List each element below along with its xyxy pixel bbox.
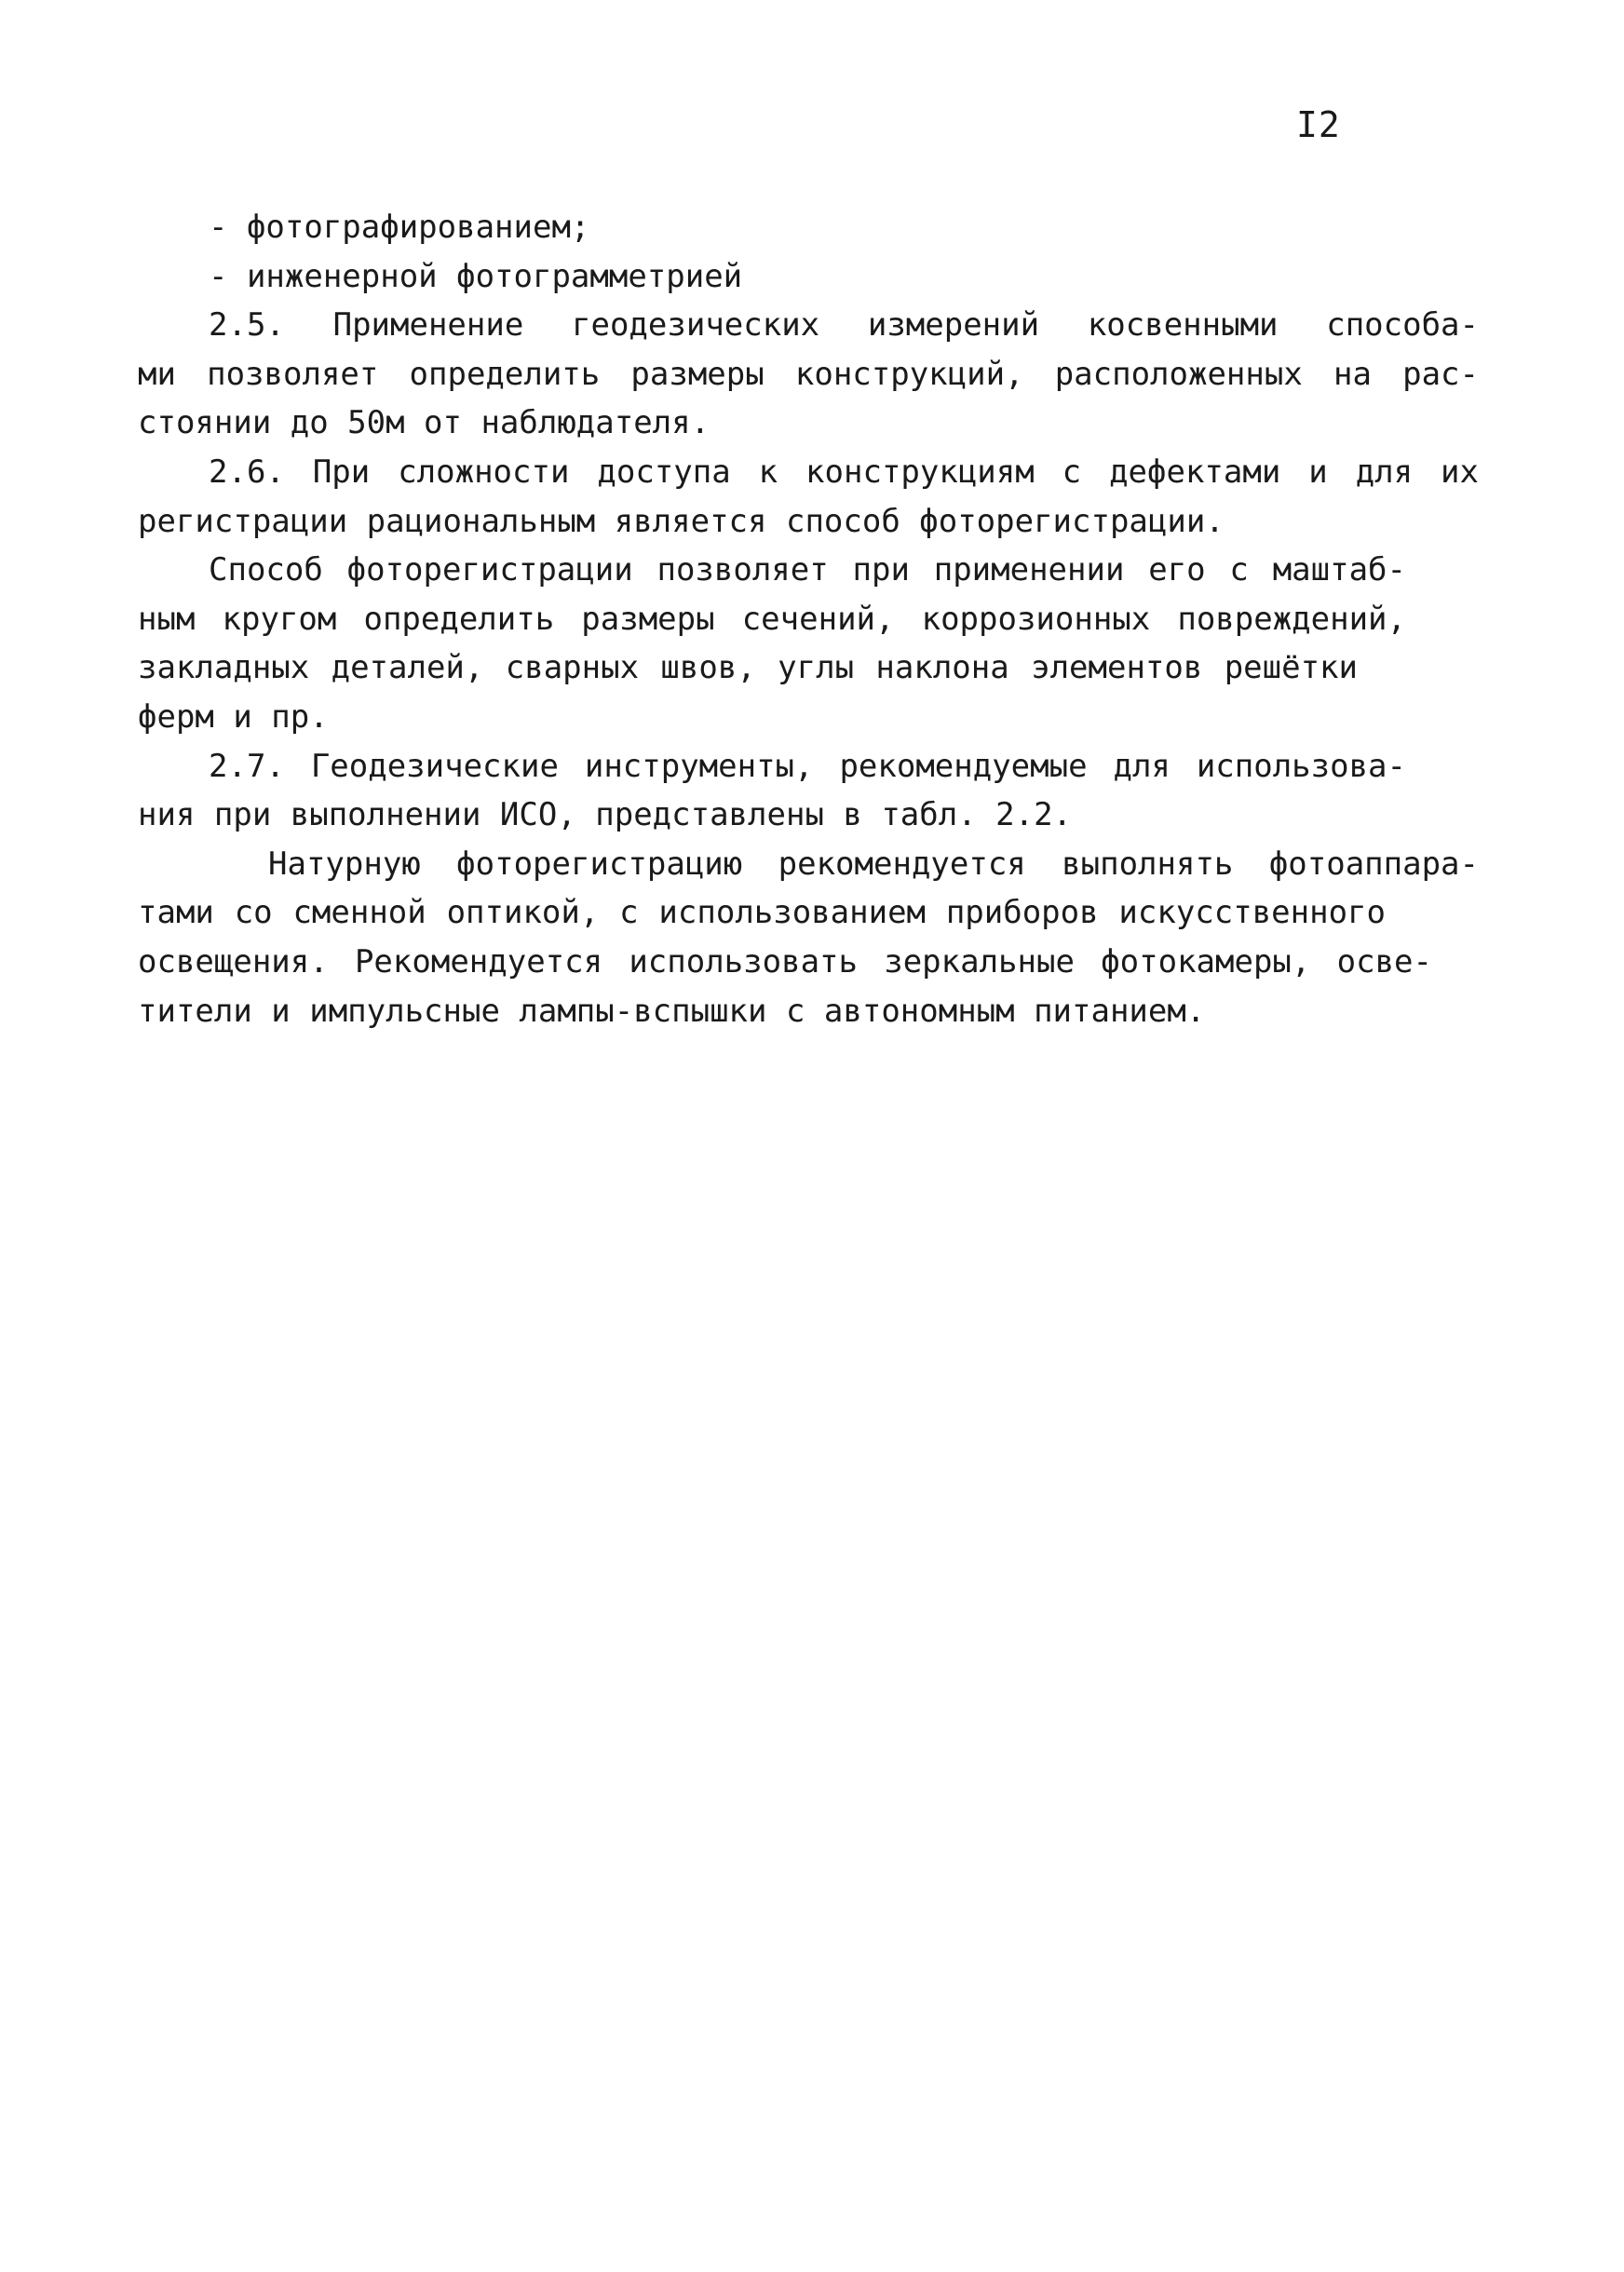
paragraph-photoregistration-line-2: ным кругом определить размеры сечений, коррозионных повреждений, — [138, 600, 1406, 638]
paragraph-photoregistration-line-3: закладных деталей, сварных швов, углы наклона элементов решётки — [138, 649, 1358, 687]
paragraph-photoregistration-line-1: Способ фоторегистрации позволяет при применении его с маштаб- — [209, 551, 1406, 589]
list-item-photogrammetry: - инженерной фотограмметрией — [209, 257, 743, 295]
paragraph-field-photo-line-2: тами со сменной оптикой, с использованием приборов искусственного — [138, 894, 1386, 932]
paragraph-field-photo-line-1: Натурную фоторегистрацию рекомендуется выполнять фотоаппара- — [268, 845, 1479, 883]
paragraph-field-photo-line-3: освещения. Рекомендуется использовать зеркальные фотокамеры, осве- — [138, 942, 1432, 980]
paragraph-2-7-line-2: ния при выполнении ИСО, представлены в табл. 2.2. — [138, 796, 1073, 834]
paragraph-2-5-line-2: ми позволяет определить размеры конструкций, расположенных на рас- — [138, 355, 1479, 393]
paragraph-2-5-line-1: 2.5. Применение геодезических измерений косвенными способа- — [209, 306, 1479, 345]
paragraph-2-7-line-1: 2.7. Геодезические инструменты, рекомендуемые для использова- — [209, 747, 1406, 785]
paragraph-2-5-line-3: стоянии до 50м от наблюдателя. — [138, 404, 710, 442]
document-body — [138, 203, 1479, 1035]
paragraph-2-6-line-1: 2.6. При сложности доступа к конструкциям с дефектами и для их — [209, 453, 1479, 491]
list-item-photography: - фотографированием; — [209, 209, 590, 246]
paragraph-field-photo-line-4: тители и импульсные лампы-вспышки с автономным питанием. — [138, 992, 1206, 1030]
paragraph-2-6-line-2: регистрации рациональным является способ фоторегистрации. — [138, 502, 1225, 540]
paragraph-photoregistration-line-4: ферм и пр. — [138, 697, 329, 736]
page-number: I2 — [1296, 104, 1341, 145]
